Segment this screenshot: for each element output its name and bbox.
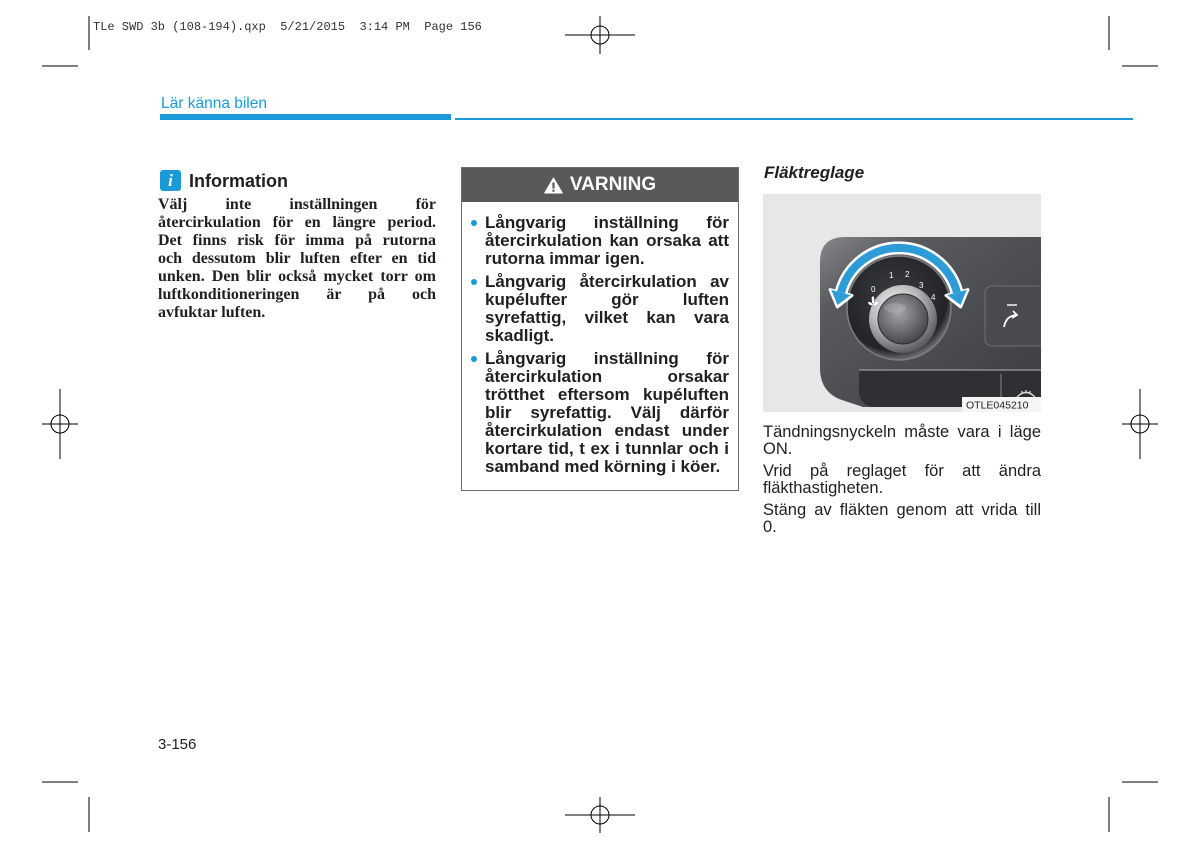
bullet-icon xyxy=(471,220,477,226)
fan-control-line: fläkthastigheten. xyxy=(763,479,884,497)
warning-line: Långvarig inställning för xyxy=(485,213,729,232)
warning-item xyxy=(462,214,729,268)
fan-control-paragraph xyxy=(763,502,1041,536)
print-slug: TLe SWD 3b (108-194).qxp 5/21/2015 3:14 PM Page 156 xyxy=(93,20,482,34)
warning-header xyxy=(462,168,738,202)
information-heading: Information xyxy=(189,171,288,191)
air-direction-button xyxy=(985,286,1041,346)
knob-label: 4 xyxy=(931,293,936,302)
section-rule-thin xyxy=(455,118,1133,120)
knob-label: 2 xyxy=(905,270,910,279)
warning-item xyxy=(462,273,729,345)
warning-line: kupélufter gör luften xyxy=(485,290,729,309)
information-line: återcirkulation för en längre period. xyxy=(158,214,436,231)
knob-label: 0 xyxy=(871,285,876,294)
information-line: Det finns risk för imma på rutorna xyxy=(158,232,436,249)
fan-control-paragraph xyxy=(763,424,1041,458)
knob-label: 3 xyxy=(919,281,924,290)
warning-list xyxy=(462,202,738,476)
fan-control-line: Vrid på reglaget för att ändra xyxy=(763,462,1041,480)
warning-line: trötthet eftersom kupéluften xyxy=(485,385,729,404)
crop-mark-top-right xyxy=(1109,16,1158,66)
crop-mark-bottom-left xyxy=(42,782,89,832)
section-rule-thick xyxy=(160,114,451,120)
information-body xyxy=(158,196,436,322)
registration-mark-left xyxy=(42,389,78,459)
information-line: luftkonditioneringen är på och xyxy=(158,286,436,303)
warning-line: återcirkulation endast under xyxy=(485,421,729,440)
fan-control-line: ON. xyxy=(763,440,793,458)
warning-line: samband med körning i köer. xyxy=(485,457,721,476)
bullet-icon xyxy=(471,356,477,362)
warning-line: kortare tid, t ex i tunnlar och i xyxy=(485,439,729,458)
warning-line: Långvarig återcirkulation av xyxy=(485,272,729,291)
crop-mark-top-left xyxy=(42,16,89,66)
registration-mark-top xyxy=(565,16,635,54)
warning-box xyxy=(461,167,739,491)
warning-line: återcirkulation kan orsaka att xyxy=(485,231,729,250)
fan-control-heading: Fläktreglage xyxy=(764,163,865,182)
information-line: Välj inte inställningen för xyxy=(158,196,436,213)
warning-line: Långvarig inställning för xyxy=(485,349,729,368)
information-line: avfuktar luften. xyxy=(158,304,266,321)
warning-title: VARNING xyxy=(569,174,657,195)
warning-triangle-icon xyxy=(544,177,563,194)
bullet-icon xyxy=(471,279,477,285)
info-icon: i xyxy=(160,170,181,191)
registration-mark-right xyxy=(1122,389,1158,459)
warning-line: återcirkulation orsakar xyxy=(485,367,729,386)
warning-line: syrefattig, vilket kan vara xyxy=(485,308,729,327)
registration-mark-bottom xyxy=(565,797,635,833)
fan-control-line: Tändningsnyckeln måste vara i läge xyxy=(763,423,1041,441)
section-title: Lär känna bilen xyxy=(161,95,267,112)
page-number: 3-156 xyxy=(158,736,197,753)
fan-control-line: 0. xyxy=(763,518,777,536)
warning-line: rutorna immar igen. xyxy=(485,249,645,268)
information-line: unken. Den blir också mycket torr om xyxy=(158,268,436,285)
crop-mark-bottom-right xyxy=(1109,782,1158,832)
knob-label: 1 xyxy=(889,271,894,280)
warning-line: skadligt. xyxy=(485,326,554,345)
warning-item xyxy=(462,350,729,476)
figure-code: OTLE045210 xyxy=(966,399,1029,412)
knob-cap xyxy=(878,294,928,344)
information-line: och dessutom blir luften efter en tid xyxy=(158,250,436,267)
fan-control-line: Stäng av fläkten genom att vrida till xyxy=(763,501,1041,519)
warning-line: blir syrefattig. Välj därför xyxy=(485,403,729,422)
fan-control-paragraph xyxy=(763,463,1041,497)
fan-control-body xyxy=(763,424,1041,536)
fan-control-illustration xyxy=(763,194,1041,412)
